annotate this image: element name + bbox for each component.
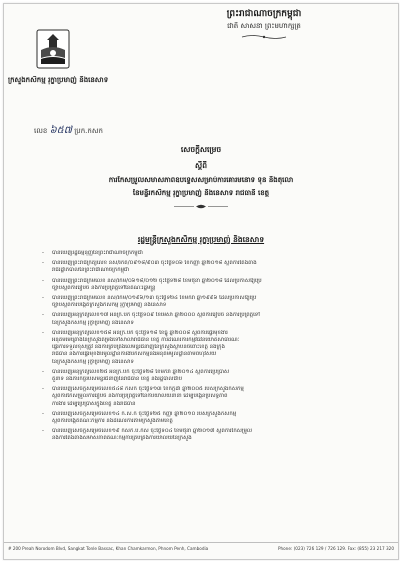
divider-ornament [174, 204, 228, 209]
consideration-item [42, 295, 378, 302]
bullet-dash: - [42, 312, 44, 319]
kingdom-heading: ព្រះរាជាណាចក្រកម្ពុជា [226, 9, 302, 19]
bullet-dash: - [42, 277, 44, 284]
consideration-item [42, 267, 378, 274]
consideration-item [42, 302, 378, 309]
bullet-dash: - [42, 428, 44, 435]
consideration-text: បានឃើញរដ្ឋធម្មនុញ្ញនៃព្រះរាជាណាចក្រកម្ពុជា [52, 250, 143, 256]
consideration-item [42, 418, 378, 425]
document-type-title: សេចក្តីសម្រេច [180, 145, 222, 154]
consideration-item [42, 435, 378, 442]
ministry-name: ក្រសួងកសិកម្ម រុក្ខាប្រមាញ់ និងនេសាទ [8, 76, 109, 84]
bullet-dash: - [42, 386, 44, 393]
consideration-text: រាជរដ្ឋាភិបាលនៃព្រះរាជាណាចក្រកម្ពុជា [52, 267, 130, 274]
ministry-emblem-icon [34, 28, 72, 70]
bullet-dash: - [42, 295, 44, 302]
consideration-item [42, 393, 378, 400]
consideration-item [42, 320, 378, 327]
consideration-item [42, 351, 378, 358]
consideration-text: ច្បាប់ស្តីពីការរៀបចំ និងការប្រព្រឹត្តទៅនៃគណៈរដ្ឋមន្ត្រី [52, 284, 156, 291]
consideration-text: ការងារ ដើម្បីប្រើប្រាស់ក្នុងខេត្ត និងរាជធានី [52, 400, 136, 407]
considerations-list [42, 250, 378, 443]
consideration-text: បានឃើញអនុក្រឹត្យលេខ១៥៨ អនក្រ.បក ចុះថ្ងៃទី១៨ ខែធ្នូ ឆ្នាំ២០០៨ ស្តីពីការផ្ទេរមុខងារ [52, 329, 228, 336]
consideration-text: បានឃើញព្រះរាជក្រមលេខ នស/រកម/០៦១៨/០១២ ចុះថ្ងៃទី២៨ ខែមិថុនា ឆ្នាំ២០១៨ ដែលប្រកាសឱ្យប្រើ [52, 277, 262, 284]
subject-line-1: ការកែសម្រួលសមាសភាពឧបទ្ទេសសម្រាប់ការគោរមនោទ ទុន និងតុលេា [108, 176, 294, 184]
consideration-item [42, 250, 378, 257]
consideration-item [42, 411, 378, 418]
bullet-dash: - [42, 250, 44, 256]
reference-number: ៦៥៧ [49, 125, 72, 136]
consideration-text: នៃក្រសួងកសិកម្ម រុក្ខាប្រមាញ់ និងនេសាទ [52, 358, 134, 365]
consideration-text: ស្តីពីការកែសម្រួលការរៀបចំ និងការប្រព្រឹត្តទៅនៃការិយាល័យនានា ដើម្បីបង្កើនប្រសិទ្ធភាព [52, 393, 228, 400]
consideration-item [42, 312, 378, 319]
issuer-heading: រដ្ឋមន្ត្រីក្រសួងកសិកម្ម រុក្ខាប្រមាញ់ និងនេសាទ [137, 235, 265, 244]
consideration-text: បានឃើញអនុក្រឹត្យលេខ២៥ អនក្រ.បក ចុះថ្ងៃទី២៨ ខែមករា ឆ្នាំ២០១៤ ស្តីពីការប្រើប្រាស់ [52, 368, 230, 375]
consideration-text: ផ្ទេរការទទួលខុសត្រូវ និងការគ្រប់គ្រងលើមន្ទីរជំនាញនៃក្រសួងស្ថាប័នចំពោះខេត្ត និងក្រុង [52, 344, 225, 351]
consideration-text: នៃក្រសួងកសិកម្ម រុក្ខាប្រមាញ់ និងនេសាទ [52, 319, 134, 326]
consideration-item [42, 376, 378, 383]
consideration-text: បានឃើញអនុក្រឹត្យលេខ១៧ អនក្រ.បក ចុះថ្ងៃទី០៩ ខែមេសា ឆ្នាំ២០០០ ស្តីពីការរៀបចំ និងការប្រព្រឹត្តទៅ [52, 312, 260, 319]
consideration-item [42, 285, 378, 292]
consideration-item [42, 278, 378, 285]
bullet-dash: - [42, 329, 44, 336]
header-ornament [240, 34, 288, 40]
reference-line [34, 123, 174, 138]
footer-address: # 200 Preah Norodom Blvd, Sangkat Tonle Bassac, Khan Chamkarmon, Phnom Penh, Cambodia [8, 546, 209, 551]
bullet-dash: - [42, 410, 44, 417]
consideration-item [42, 359, 378, 366]
consideration-item [42, 428, 378, 435]
reference-suffix: ប្រក.កសក [74, 127, 103, 135]
consideration-text: និងការតែងតាំងសមាសភាពគណៈកម្មការគ្រប់គ្រងការិយាល័យនៃក្រសួង [52, 435, 192, 442]
consideration-text: តួនាទី និងភារកិច្ចរបស់មន្ទីរជំនាញនៃរាជធានី ខេត្ត និងរដ្ឋបាលជាប់ [52, 376, 183, 383]
consideration-item [42, 337, 378, 344]
consideration-item [42, 344, 378, 351]
consideration-item [42, 260, 378, 267]
document-about: ស្តីពី [195, 161, 207, 170]
consideration-text: បានឃើញសេចក្តីសម្រេចលេខ១៤ ក.ស.ក ចុះថ្ងៃទី២៥ កញ្ញា ឆ្នាំ២០១០ របស់ក្រសួងកសិកម្ម [52, 410, 237, 417]
bullet-dash: - [42, 260, 44, 267]
consideration-text: អនុគមមេគ្រោងនៃក្រសួងតម្រង់ទៅសាលារាជធានី ខេត្ត ការដំណើរការកម្មវិធីវិនិយោគសាធារណៈ [52, 337, 240, 344]
consideration-text: រាជធានី និងការផ្ទេរមុខងារមូលដ្ឋានការងារកសិកម្មនិងអនុគមមូលដ្ឋានតាមពហុវិស័យ [52, 351, 217, 358]
bullet-dash: - [42, 368, 44, 375]
consideration-text: ស្តីពីការបង្កើតគណៈកម្មការ និងដំណើរការតាមក្រសួងតាមខេត្ត [52, 418, 173, 425]
consideration-text: បានឃើញព្រះរាជក្រឹត្យលេខ នស/រកត/០៩១៨/៩០៣ ចុះថ្ងៃទី០៦ ខែកញ្ញា ឆ្នាំ២០១៨ ស្តីពីការតែងតាំង [52, 260, 257, 267]
consideration-item [42, 386, 378, 393]
consideration-item [42, 330, 378, 337]
document-page [3, 3, 399, 560]
consideration-item [42, 401, 378, 408]
consideration-item [42, 369, 378, 376]
subject-line-2: នៃមន្ទីរកសិកម្ម រុក្ខាប្រមាញ់ និងនេសាទ រាជធានី ខេត្ត [132, 189, 270, 197]
consideration-text: បានឃើញព្រះរាជក្រមលេខ នស/រកម/០១៩៦/១៣ ចុះថ្ងៃទី២៤ ខែមករា ឆ្នាំ១៩៩៦ ដែលប្រកាសឱ្យប្រើ [52, 295, 257, 302]
consideration-text: បានឃើញសេចក្តីសម្រេចលេខ៥៤៨ កសក ចុះថ្ងៃទី១៣ ខែកក្កដា ឆ្នាំ២០០៥ របស់ក្រសួងកសិកម្ម [52, 386, 244, 393]
consideration-text: បានឃើញសេចក្តីសម្រេចលេខ១៩ កសក.ប.កស ចុះថ្ងៃទី០៤ ខែមិថុនា ឆ្នាំ២០១៧ ស្តីពីការកែសម្រួល [52, 428, 253, 435]
national-motto: ជាតិ សាសនា ព្រះមហាក្សត្រ [227, 22, 301, 30]
footer-contact: Phone: (023) 726 129 / 726 129. Fax: (855) 23 217 320 [277, 546, 394, 551]
page-footer [4, 542, 398, 560]
reference-prefix: លេខ [34, 127, 48, 135]
consideration-text: ច្បាប់ស្តីពីការបង្កើតក្រសួងកសិកម្ម រុក្ខាប្រមាញ់ និងនេសាទ [52, 302, 167, 309]
